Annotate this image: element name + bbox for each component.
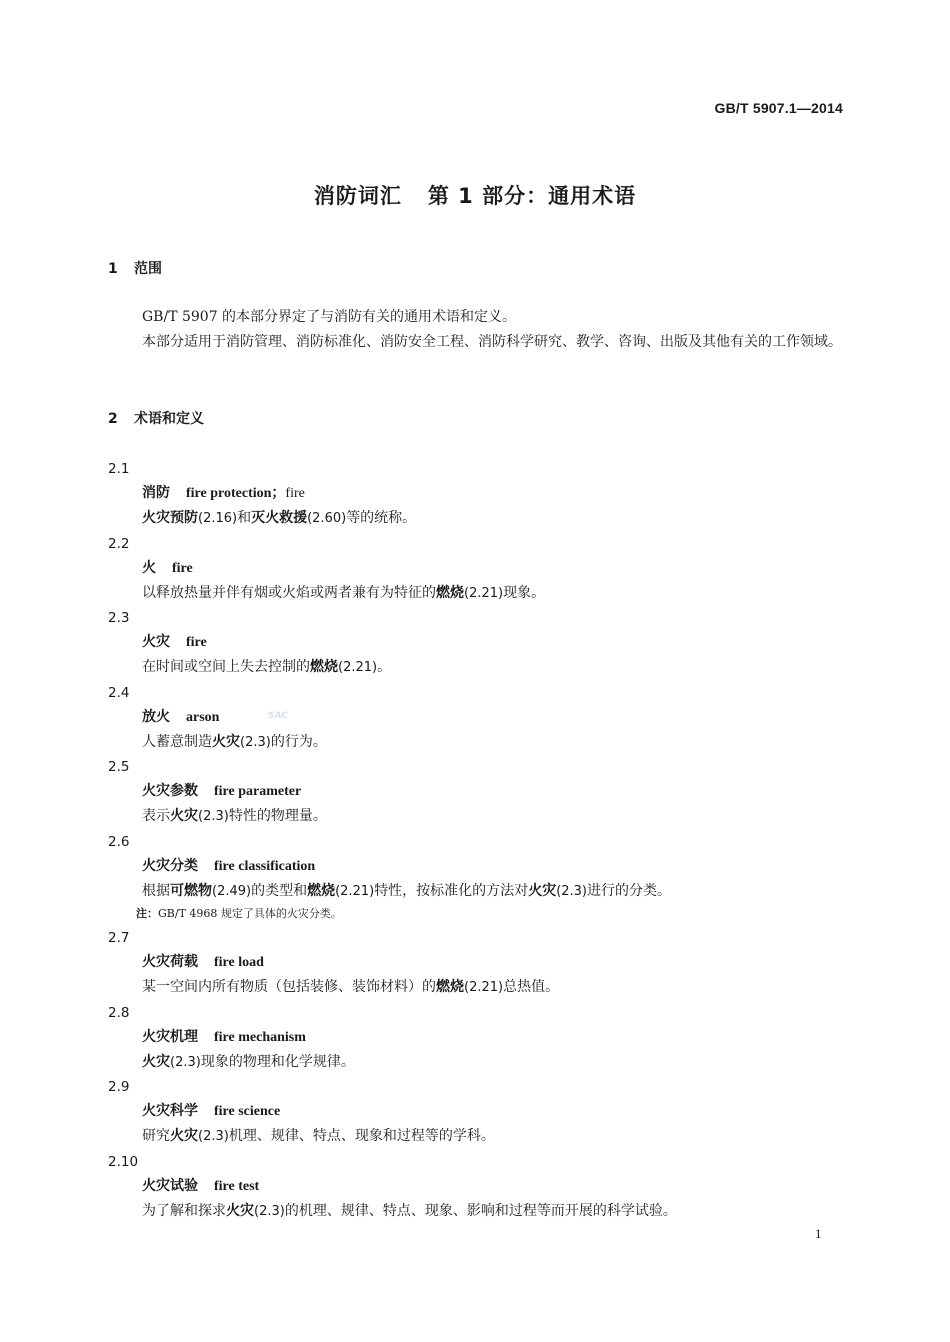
term-entry xyxy=(108,1075,843,1149)
page-number: 1 xyxy=(815,1226,822,1241)
term-english: fire test xyxy=(214,1179,260,1194)
term-chinese: 火灾荷载 xyxy=(142,954,198,970)
term-name xyxy=(108,556,843,581)
definition-text: 表示 xyxy=(142,808,170,824)
clause-reference: (2.21) xyxy=(335,884,375,899)
definition-text: 的类型和 xyxy=(251,883,308,899)
clause-reference: (2.3) xyxy=(254,1204,285,1219)
term-name xyxy=(108,630,843,655)
term-number: 2.8 xyxy=(108,1005,130,1021)
definition-text: 机理、规律、特点、现象和过程等的学科。 xyxy=(228,1128,495,1144)
scope-paragraph: 本部分适用于消防管理、消防标准化、消防安全工程、消防科学研究、教学、咨询、出版及其他有关的工作领域。 xyxy=(142,334,842,350)
definition-text: 特性，按标准化的方法对 xyxy=(374,883,529,899)
term-separator: ； xyxy=(271,485,286,501)
clause-reference: (2.21) xyxy=(464,980,504,995)
definition-text: 特性的物理量。 xyxy=(228,808,327,824)
term-name xyxy=(108,1174,843,1199)
section-number: 1 xyxy=(108,261,118,277)
term-english: fire xyxy=(172,561,193,576)
title-part-2: 第 1 部分：通用术语 xyxy=(427,184,637,208)
term-entry xyxy=(108,1150,843,1224)
definition-text: 研究 xyxy=(142,1128,170,1144)
term-entry xyxy=(108,926,843,1000)
defined-term-ref: 灭火救援 xyxy=(251,510,308,526)
defined-term-ref: 燃烧 xyxy=(307,883,336,899)
note-text: GB/T 4968 规定了具体的火灾分类。 xyxy=(158,907,342,920)
definition-text: 为了解和探求 xyxy=(142,1203,226,1219)
term-definition xyxy=(108,655,843,680)
term-chinese: 火 xyxy=(142,560,156,576)
term-definition xyxy=(108,1199,843,1224)
defined-term-ref: 火灾预防 xyxy=(142,510,198,526)
clause-reference: (2.21) xyxy=(338,660,378,675)
section-scope-heading xyxy=(108,258,162,278)
term-name xyxy=(108,1099,843,1124)
term-number: 2.3 xyxy=(108,610,130,626)
term-english: fire science xyxy=(214,1104,281,1119)
defined-term-ref: 燃烧 xyxy=(310,659,338,675)
term-entry xyxy=(108,606,843,680)
definition-text: 进行的分类。 xyxy=(587,883,672,899)
defined-term-ref: 火灾 xyxy=(170,808,198,824)
term-name xyxy=(108,481,843,506)
section-title: 术语和定义 xyxy=(134,411,204,427)
term-entry xyxy=(108,681,843,755)
clause-reference: (2.3) xyxy=(170,1055,201,1070)
definition-text: 的行为。 xyxy=(270,734,327,750)
term-entry xyxy=(108,532,843,606)
term-english: fire parameter xyxy=(214,784,302,799)
term-entry xyxy=(108,755,843,829)
term-note xyxy=(108,904,843,924)
term-chinese: 消防 xyxy=(142,485,170,501)
definition-text: 总热值。 xyxy=(503,979,560,995)
definition-text: 某一空间内所有物质（包括装修、装饰材料）的 xyxy=(142,979,436,995)
term-chinese: 火灾科学 xyxy=(142,1103,198,1119)
term-name xyxy=(108,950,843,975)
term-definition xyxy=(108,1050,843,1075)
term-number: 2.1 xyxy=(108,461,130,477)
term-english: arson xyxy=(186,710,220,725)
term-number: 2.4 xyxy=(108,685,130,701)
defined-term-ref: 火灾 xyxy=(528,883,557,899)
definition-text: 和 xyxy=(237,510,252,526)
term-english: fire classification xyxy=(214,859,316,874)
clause-reference: (2.60) xyxy=(307,511,347,526)
definition-text: 根据 xyxy=(142,883,170,899)
term-english: fire xyxy=(186,635,207,650)
term-definition xyxy=(108,730,843,755)
clause-reference: (2.16) xyxy=(198,511,238,526)
standard-number: GB/T 5907.1—2014 xyxy=(714,100,843,116)
clause-reference: (2.49) xyxy=(212,884,252,899)
term-entry xyxy=(108,830,843,924)
definition-text: 的机理、规律、特点、现象、影响和过程等而开展的科学试验。 xyxy=(284,1203,677,1219)
term-name xyxy=(108,854,843,879)
definition-text: 现象的物理和化学规律。 xyxy=(200,1054,355,1070)
note-label: 注： xyxy=(136,907,158,920)
clause-reference: (2.3) xyxy=(240,735,271,750)
term-chinese: 火灾 xyxy=(142,634,170,650)
definition-text: 在时间或空间上失去控制的 xyxy=(142,659,310,675)
sac-watermark: SAC xyxy=(268,711,288,721)
clause-reference: (2.3) xyxy=(556,884,588,899)
term-english: fire protection xyxy=(186,486,272,501)
term-name xyxy=(108,1025,843,1050)
definition-text: 人蓄意制造 xyxy=(142,734,212,750)
definition-text: 。 xyxy=(377,659,392,675)
title-part-1: 消防词汇 xyxy=(313,184,402,208)
defined-term-ref: 燃烧 xyxy=(436,979,464,995)
term-definition xyxy=(108,804,843,829)
clause-reference: (2.21) xyxy=(464,586,504,601)
term-entry xyxy=(108,1001,843,1075)
definition-text: 以释放热量并伴有烟或火焰或两者兼有为特征的 xyxy=(142,585,436,601)
term-english: fire mechanism xyxy=(214,1030,306,1045)
term-chinese: 火灾机理 xyxy=(142,1029,198,1045)
term-definition xyxy=(108,581,843,606)
term-definition xyxy=(108,1124,843,1149)
term-entry xyxy=(108,457,843,531)
term-english: fire load xyxy=(214,955,264,970)
clause-reference: (2.3) xyxy=(198,1129,229,1144)
term-name xyxy=(108,705,843,730)
term-definition xyxy=(108,975,843,1000)
defined-term-ref: 燃烧 xyxy=(436,585,464,601)
term-name xyxy=(108,779,843,804)
term-chinese: 火灾参数 xyxy=(142,783,198,799)
defined-term-ref: 可燃物 xyxy=(170,883,212,899)
defined-term-ref: 火灾 xyxy=(170,1128,198,1144)
defined-term-ref: 火灾 xyxy=(226,1203,254,1219)
term-chinese: 放火 xyxy=(142,709,170,725)
term-definition xyxy=(108,879,843,904)
scope-paragraph: GB/T 5907 的本部分界定了与消防有关的通用术语和定义。 xyxy=(142,309,517,325)
term-number: 2.9 xyxy=(108,1079,130,1095)
definition-text: 等的统称。 xyxy=(346,510,417,526)
term-definition xyxy=(108,506,843,531)
defined-term-ref: 火灾 xyxy=(212,734,240,750)
document-title xyxy=(0,180,950,210)
term-number: 2.6 xyxy=(108,834,130,850)
term-number: 2.2 xyxy=(108,536,130,552)
section-title: 范围 xyxy=(134,261,162,277)
term-chinese: 火灾试验 xyxy=(142,1178,198,1194)
defined-term-ref: 火灾 xyxy=(142,1054,170,1070)
definition-text: 现象。 xyxy=(503,585,546,601)
term-number: 2.7 xyxy=(108,930,130,946)
term-english-alt: fire xyxy=(285,486,305,501)
term-number: 2.10 xyxy=(108,1154,139,1170)
section-number: 2 xyxy=(108,411,118,427)
term-number: 2.5 xyxy=(108,759,130,775)
clause-reference: (2.3) xyxy=(198,809,229,824)
term-chinese: 火灾分类 xyxy=(142,858,198,874)
section-terms-heading xyxy=(108,408,204,428)
